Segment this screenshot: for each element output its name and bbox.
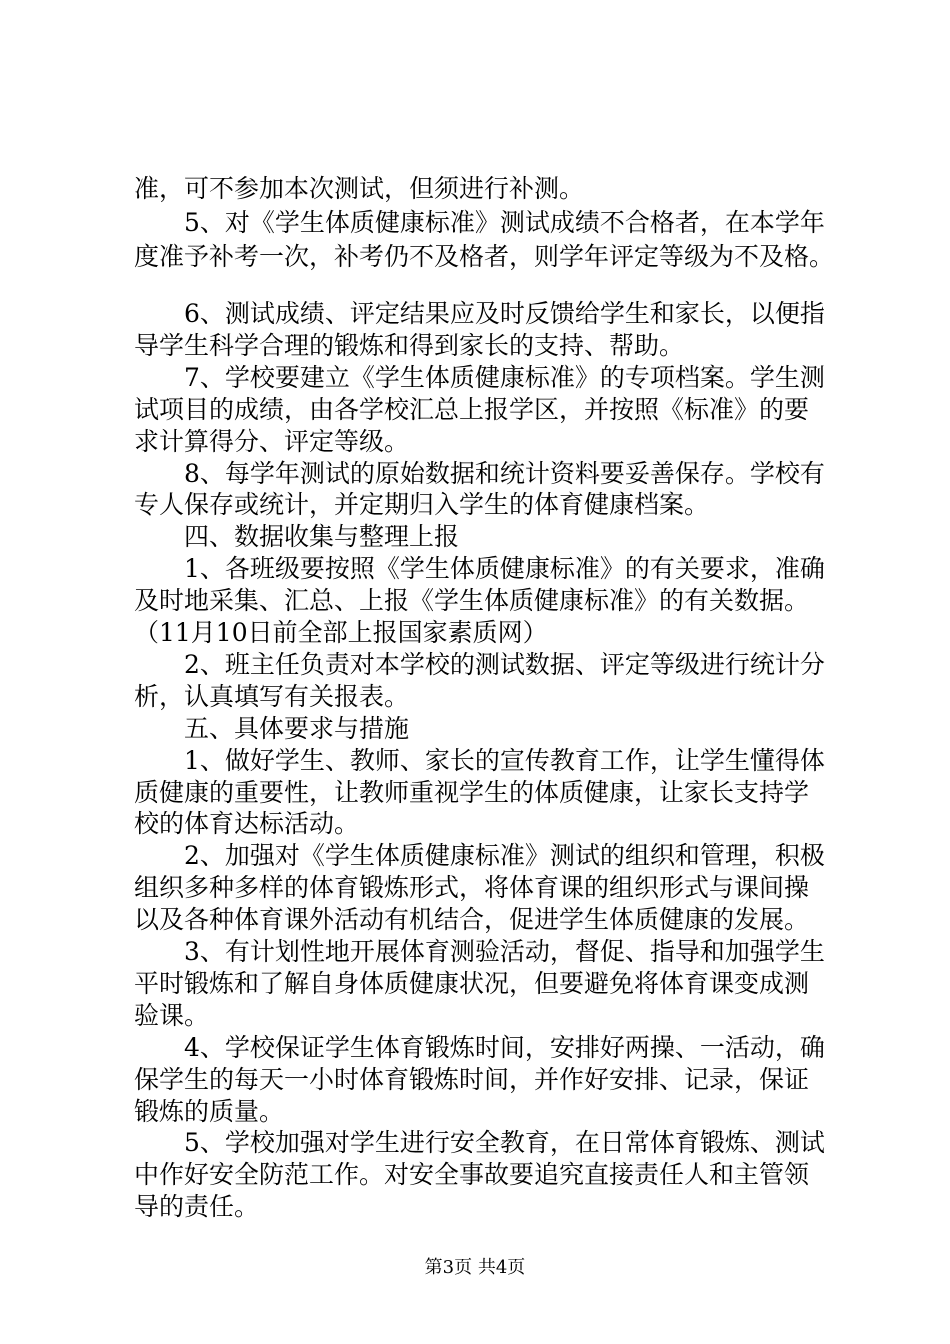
text-line: 1、各班级要按照《学生体质健康标准》的有关要求，准确 (134, 554, 825, 583)
text-line: 4、学校保证学生体育锻炼时间，安排好两操、一活动，确 (134, 1033, 825, 1062)
text-line: 5、对《学生体质健康标准》测试成绩不合格者，在本学年 (134, 208, 825, 237)
text-line: 及时地采集、汇总、上报《学生体质健康标准》的有关数据。 (134, 586, 810, 615)
text-line: 5、学校加强对学生进行安全教育，在日常体育锻炼、测试 (134, 1128, 825, 1157)
section-heading: 五、具体要求与措施 (134, 714, 410, 743)
text-line: 中作好安全防范工作。对安全事故要追究直接责任人和主管领 (134, 1160, 810, 1189)
text-line: 试项目的成绩，由各学校汇总上报学区，并按照《标准》的要 (134, 395, 810, 424)
text-line: 锻炼的质量。 (134, 1097, 285, 1126)
text-line: 8、每学年测试的原始数据和统计资料要妥善保存。学校有 (134, 459, 825, 488)
text-line: 专人保存或统计，并定期归入学生的体育健康档案。 (134, 490, 710, 519)
text-line: 组织多种多样的体育锻炼形式，将体育课的组织形式与课间操 (134, 873, 810, 902)
text-line: （11月10日前全部上报国家素质网） (134, 618, 548, 647)
text-line: 3、有计划性地开展体育测验活动，督促、指导和加强学生 (134, 937, 825, 966)
text-line: 保学生的每天一小时体育锻炼时间，并作好安排、记录，保证 (134, 1065, 810, 1094)
text-line: 2、加强对《学生体质健康标准》测试的组织和管理，积极 (134, 841, 825, 870)
text-line: 校的体育达标活动。 (134, 809, 360, 838)
text-line: 导的责任。 (134, 1192, 260, 1221)
text-line: 求计算得分、评定等级。 (134, 427, 410, 456)
text-line: 度准予补考一次，补考仍不及格者，则学年评定等级为不及格。 (134, 242, 835, 271)
page-number-footer: 第3页 共4页 (424, 1257, 526, 1278)
text-line: 平时锻炼和了解自身体质健康状况，但要避免将体育课变成测 (134, 969, 810, 998)
text-line: 以及各种体育课外活动有机结合，促进学生体质健康的发展。 (134, 905, 810, 934)
text-line: 1、做好学生、教师、家长的宣传教育工作，让学生懂得体 (134, 746, 825, 775)
text-line: 准，可不参加本次测试，但须进行补测。 (134, 174, 585, 203)
text-line: 6、测试成绩、评定结果应及时反馈给学生和家长，以便指 (134, 299, 825, 328)
text-line: 析，认真填写有关报表。 (134, 682, 410, 711)
text-line: 2、班主任负责对本学校的测试数据、评定等级进行统计分 (134, 650, 825, 679)
text-line: 质健康的重要性，让教师重视学生的体质健康，让家长支持学 (134, 778, 810, 807)
text-line: 7、学校要建立《学生体质健康标准》的专项档案。学生测 (134, 363, 825, 392)
section-heading: 四、数据收集与整理上报 (134, 522, 460, 551)
text-line: 验课。 (134, 1001, 210, 1030)
text-line: 导学生科学合理的锻炼和得到家长的支持、帮助。 (134, 331, 685, 360)
